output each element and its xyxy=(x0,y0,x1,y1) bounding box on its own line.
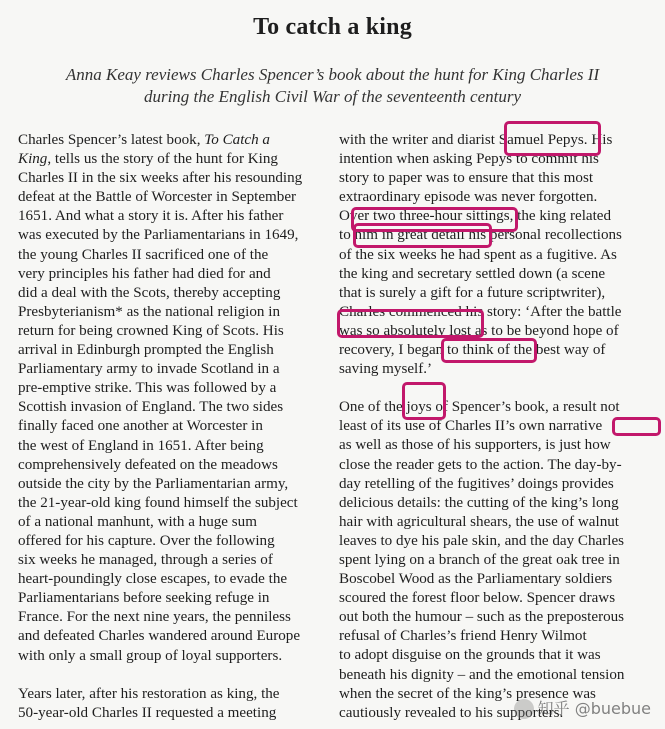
text-line: heart-poundingly close escapes, to evade the xyxy=(18,571,288,588)
text-line: the 21-year-old king found himself the subject xyxy=(18,494,298,511)
text-line: day retelling of the fugitives’ doings provides xyxy=(339,475,614,492)
text-line: delicious details: the cutting of the king’s long xyxy=(339,494,619,511)
text-line: with the writer and diarist Samuel Pepys. His xyxy=(339,132,613,148)
text-line: arrival in Edinburgh prompted the English xyxy=(18,342,274,359)
text-line: comprehensively defeated on the meadows xyxy=(18,456,278,473)
text-line: spent lying on a branch of the great oak tree in xyxy=(339,551,620,568)
text-line: hair with agricultural shears, the use of walnut xyxy=(339,513,619,530)
text-line: story to paper was to ensure that this most xyxy=(339,170,594,187)
text-line: six weeks he managed, through a series of xyxy=(18,552,273,569)
text-line: 50-year-old Charles II requested a meeting xyxy=(18,704,277,721)
text-line: to him in great detail his personal recollections xyxy=(339,227,622,244)
text-line: the west of England in 1651. After being xyxy=(18,437,264,454)
text-line: beneath his dignity – and the emotional tension xyxy=(339,666,625,683)
text-line: Parliamentarians before seeking refuge in xyxy=(18,590,270,607)
text-line: very principles his father had died for and xyxy=(18,265,271,282)
text-line: the young Charles II sacrificed one of the xyxy=(18,246,269,263)
right-column xyxy=(339,131,624,723)
text-line: offered for his capture. Over the following xyxy=(18,532,275,549)
text-line: Parliamentary army to invade Scotland in a xyxy=(18,361,280,378)
text-line: and defeated Charles wandered around Europe xyxy=(18,628,301,645)
text-line: Charles II in the six weeks after his resounding xyxy=(18,170,303,187)
text-line: Charles commenced his story: ‘After the battle xyxy=(339,303,622,320)
subtitle-line-1: Anna Keay reviews Charles Spencer’s book about the hunt for King Charles II xyxy=(65,65,600,84)
text-line: scoured the forest floor below. Spencer draws xyxy=(339,590,616,607)
text-line: return for being crowned King of Scots. His xyxy=(18,322,284,339)
text-line: with only a small group of loyal supporters. xyxy=(18,647,283,664)
text-line: leaves to dye his pale skin, and the day Charles xyxy=(339,532,625,549)
text-line: pre-emptive strike. This was followed by a xyxy=(18,380,277,397)
text-line: was executed by the Parliamentarians in 1649, xyxy=(18,227,299,244)
text-line: that is surely a gift for a future scriptwriter), xyxy=(339,284,606,301)
text-line: was so absolutely lost as to be beyond hope of xyxy=(339,322,619,339)
text-line: of the six weeks he had spent as a fugitive. As xyxy=(339,246,617,263)
text-line: defeat at the Battle of Worcester in September xyxy=(18,189,297,206)
text-line: Over two three-hour sittings, the king related xyxy=(339,208,612,225)
text-line: least of its use of Charles II’s own narrative xyxy=(339,418,603,435)
text-line: 1651. And what a story it is. After his father xyxy=(18,208,284,225)
text-line: recovery, I began to think of the best way of xyxy=(339,342,606,359)
zhihu-watermark xyxy=(514,696,651,720)
text-line: Charles Spencer’s latest book, To Catch a xyxy=(18,132,270,148)
text-line: to adopt disguise on the grounds that it was xyxy=(339,647,601,664)
text-line: Boscobel Wood as the Parliamentary soldiers xyxy=(339,571,613,588)
text-line: close the reader gets to the action. The day-by- xyxy=(339,456,622,473)
text-line: refusal of Charles’s friend Henry Wilmot xyxy=(339,628,587,645)
text-line: outside the city by the Parliamentarian army, xyxy=(18,475,289,492)
text-line: the king and secretary settled down (a scene xyxy=(339,265,606,282)
text-line: Years later, after his restoration as king, the xyxy=(18,685,280,702)
text-line: France. For the next nine years, the penniless xyxy=(18,609,291,626)
text-line: One of the joys of Spencer’s book, a result not xyxy=(339,399,620,416)
text-line: saving myself.’ xyxy=(339,361,433,378)
watermark-logo-icon xyxy=(514,699,534,719)
text-line: King, tells us the story of the hunt for King xyxy=(18,151,278,168)
left-column xyxy=(18,131,302,723)
text-line: of a national manhunt, with a huge sum xyxy=(18,513,257,530)
text-line: did a deal with the Scots, thereby accepting xyxy=(18,284,281,301)
text-line: Scottish invasion of England. The two sides xyxy=(18,399,284,416)
article-title: To catch a king xyxy=(253,14,412,40)
text-line: Presbyterianism* as the national religion in xyxy=(18,303,280,320)
text-line: intention when asking Pepys to commit his xyxy=(339,151,599,168)
paragraph-gap xyxy=(339,379,624,398)
watermark-text: 知乎 @buebue xyxy=(537,698,651,718)
text-line: extraordinary episode was never forgotten. xyxy=(339,189,598,206)
text-line: as well as those of his supporters, is just how xyxy=(339,437,611,454)
paragraph-gap xyxy=(18,666,302,685)
article-subtitle xyxy=(30,64,635,108)
text-line: finally faced one another at Worcester in xyxy=(18,418,263,435)
text-line: out both the humour – such as the preposterous xyxy=(339,609,625,626)
text-line: cautiously revealed to his supporters. xyxy=(339,704,564,721)
subtitle-line-2: during the English Civil War of the seventeenth century xyxy=(143,87,522,106)
text-line: when the secret of the king’s presence was xyxy=(339,685,596,702)
